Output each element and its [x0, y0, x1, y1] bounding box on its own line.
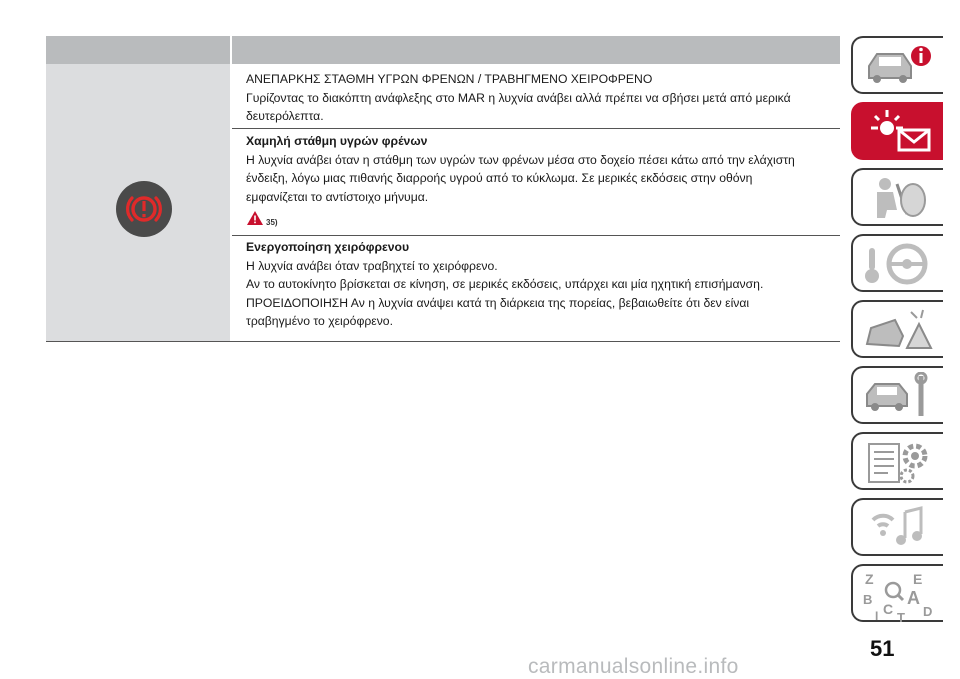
low-fluid-line-1: Η λυχνία ανάβει όταν η στάθμη των υγρών των φρένων μέσα στο δοχείο πέσει κάτω από την ελάχιστη — [246, 152, 795, 167]
low-fluid-line-3: εμφανίζεται το αντίστοιχο μήνυμα. — [246, 189, 429, 204]
multimedia-icon — [863, 504, 935, 552]
row-divider — [232, 128, 840, 129]
intro-line-1: Γυρίζοντας το διακόπτη ανάφλεξης στο MAR η λυχνία ανάβει αλλά πρέπει να σβήσει μετά από μερικά — [246, 90, 791, 105]
car-info-icon — [863, 42, 935, 90]
handbrake-cell — [246, 238, 838, 331]
tab-warning-lights[interactable] — [851, 102, 943, 160]
emergency-icon — [863, 306, 935, 354]
index-letter: I — [875, 609, 879, 622]
row-divider — [232, 235, 840, 236]
handbrake-line-1: Η λυχνία ανάβει όταν τραβηχτεί το χειρόφρενο. — [246, 258, 498, 273]
watermark: carmanualsonline.info — [528, 655, 739, 678]
tab-car-info[interactable] — [851, 36, 943, 94]
warning-title: ΑΝΕΠΑΡΚΗΣ ΣΤΑΘΜΗ ΥΓΡΩΝ ΦΡΕΝΩΝ / ΤΡΑΒΗΓΜΕΝΟ ΧΕΙΡΟΦΡΕΝΟ — [246, 72, 653, 86]
low-fluid-cell — [246, 132, 838, 206]
page-number: 51 — [870, 636, 895, 661]
note-ref-number: 35) — [266, 218, 278, 227]
tab-emergency[interactable] — [851, 300, 943, 358]
index-letter: D — [923, 604, 933, 619]
index-letter: T — [897, 610, 905, 622]
maintenance-icon — [863, 372, 935, 420]
safety-airbag-icon — [863, 174, 935, 222]
handbrake-line-4: τραβηγμένο το χειρόφρενο. — [246, 314, 393, 329]
intro-line-2: δευτερόλεπτα. — [246, 109, 324, 124]
handbrake-line-2: Αν το αυτοκίνητο βρίσκεται σε κίνηση, σε μερικές εκδόσεις, υπάρχει και μία ηχητική επισήμανση. — [246, 277, 764, 292]
tab-multimedia[interactable] — [851, 498, 943, 556]
tab-safety[interactable] — [851, 168, 943, 226]
handbrake-line-3: ΠΡΟΕΙΔΟΠΟΙΗΣΗ Αν η λυχνία ανάψει κατά τη διάρκεια της πορείας, βεβαιωθείτε ότι δεν είναι — [246, 295, 750, 310]
index-letter: C — [883, 601, 894, 617]
table-header-icon-column — [46, 36, 230, 64]
low-fluid-heading: Χαμηλή στάθμη υγρών φρένων — [246, 134, 428, 148]
tab-maintenance[interactable] — [851, 366, 943, 424]
tab-starting-driving[interactable] — [851, 234, 943, 292]
index-letter: E — [913, 571, 923, 587]
low-fluid-line-2: ένδειξη, λόγω μιας πιθανής διαρροής υγρού από το κύκλωμα. Σε μερικές εκδόσεις στην οθόνη — [246, 171, 753, 186]
index-letter: Z — [865, 571, 874, 587]
index-icon — [863, 570, 935, 622]
starting-driving-icon — [863, 240, 935, 288]
warning-lights-icon — [863, 108, 935, 156]
index-letter: A — [907, 588, 920, 608]
tab-index[interactable] — [851, 564, 943, 622]
handbrake-heading: Ενεργοποίηση χειρόφρενου — [246, 240, 410, 254]
technical-data-icon — [863, 438, 935, 486]
warning-triangle-icon — [246, 210, 264, 226]
table-header-text-column — [232, 36, 840, 64]
index-letter: B — [863, 592, 873, 607]
tab-technical-data[interactable] — [851, 432, 943, 490]
table-bottom-rule — [46, 341, 840, 342]
intro-cell — [246, 70, 838, 126]
table-header — [46, 36, 840, 64]
brake-warning-icon — [115, 180, 173, 238]
note-reference — [246, 210, 278, 230]
